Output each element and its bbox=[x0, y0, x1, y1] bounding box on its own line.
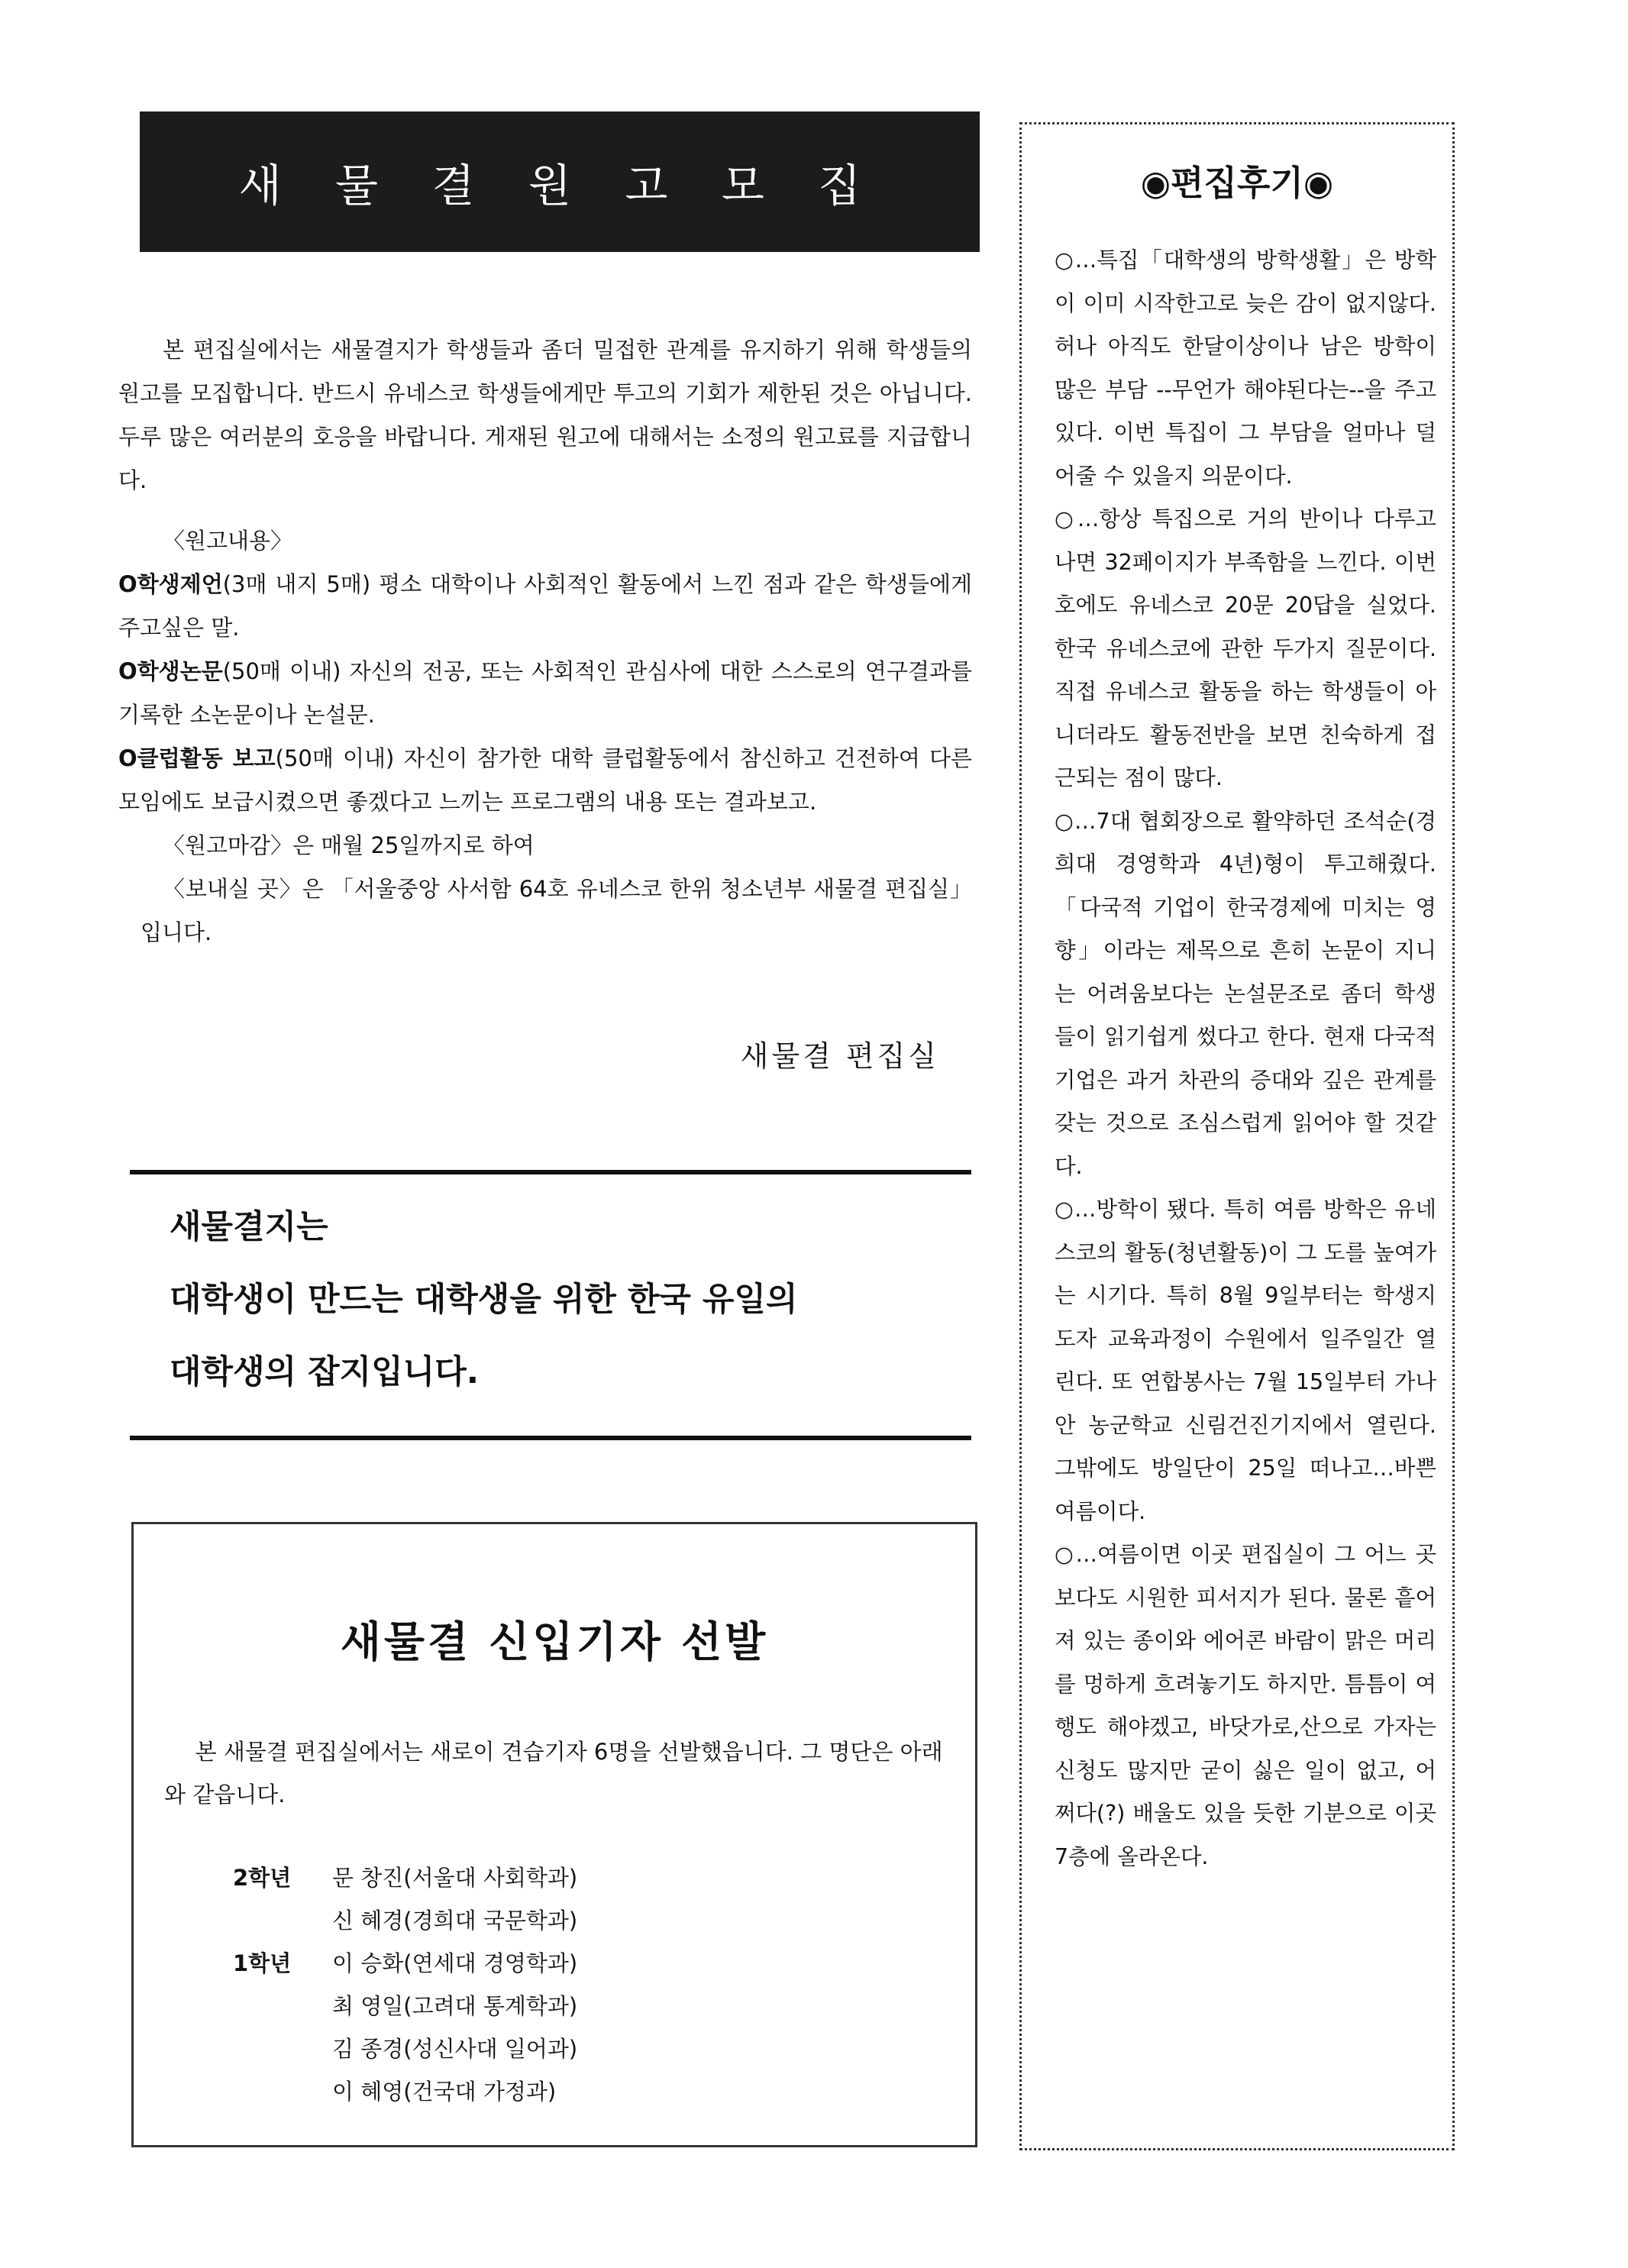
address-text: 〈보내실 곳〉은 「서울중앙 사서함 64호 유네스코 한위 청소년부 새물결 편집실」입니다. bbox=[141, 876, 972, 945]
roster-grade bbox=[233, 2070, 332, 2113]
editor-notes-title: ◉편집후기◉ bbox=[1140, 163, 1334, 203]
roster-grade bbox=[233, 1985, 332, 2027]
editor-note-paragraph: ○…방학이 됐다. 특히 여름 방학은 유네스코의 활동(청년활동)이 그 도를 높여가는 시기다. 특히 8월 9일부터는 학생지도자 교육과정이 수원에서 일주일간 열린다. 또 연합봉사는 7월 15일부터 가나안 농군학교 신림건진기지에서 열린다. 그밖에도 방일단이 25일 떠나고…바쁜 여름이다. bbox=[1055, 1197, 1436, 1524]
roster-grade: 2학년 bbox=[233, 1865, 292, 1891]
slogan-line: 대학생이 만드는 대학생을 위한 한국 유일의 bbox=[170, 1281, 798, 1319]
roster-entry: 이 혜영(건국대 가정과) bbox=[332, 2079, 557, 2105]
recruitment-details bbox=[118, 519, 972, 955]
editor-notes-body bbox=[1055, 239, 1436, 1879]
recruitment-signature: 새물결 편집실 bbox=[740, 1039, 939, 1073]
content-item-text: (3매 내지 5매) 평소 대학이나 사회적인 활동에서 느낀 점과 같은 학생들에게 주고싶은 말. bbox=[118, 571, 972, 641]
content-heading: 〈원고내용〉 bbox=[163, 528, 293, 554]
slogan-line: 새물결지는 bbox=[170, 1208, 328, 1246]
roster-row bbox=[233, 2070, 844, 2113]
content-item-label: O학생제언 bbox=[118, 571, 223, 597]
roster-row bbox=[233, 2027, 844, 2070]
roster-entry: 김 종경(성신사대 일어과) bbox=[332, 2036, 578, 2062]
roster-entry: 최 영일(고려대 통계학과) bbox=[332, 1993, 578, 2019]
reporters-intro: 본 새물결 편집실에서는 새로이 견습기자 6명을 선발했읍니다. 그 명단은 아래와 같읍니다. bbox=[164, 1739, 943, 1808]
recruitment-intro-block bbox=[118, 328, 972, 502]
editor-notes-column bbox=[1019, 122, 1455, 2150]
recruitment-banner bbox=[140, 111, 980, 252]
roster-grade bbox=[233, 2027, 332, 2070]
roster-grade: 1학년 bbox=[233, 1950, 292, 1976]
divider-top bbox=[130, 1170, 971, 1174]
divider-bottom bbox=[130, 1436, 971, 1440]
reporters-roster bbox=[233, 1856, 844, 2113]
editor-note-paragraph: ○…항상 특집으로 거의 반이나 다루고 나면 32페이지가 부족함을 느낀다. 이번호에도 유네스코 20문 20답을 실었다. 한국 유네스코에 관한 두가지 질문이다. 직접 유네스코 활동을 하는 학생들이 아니더라도 활동전반을 보면 친숙하게 접근되는 점이 많다. bbox=[1055, 506, 1436, 790]
content-item-text: (50매 이내) 자신이 참가한 대학 클럽활동에서 참신하고 건전하여 다른 모임에도 보급시켰으면 좋겠다고 느끼는 프로그램의 내용 또는 결과보고. bbox=[118, 745, 972, 815]
reporters-intro-block bbox=[164, 1730, 943, 1816]
recruitment-intro: 본 편집실에서는 새물결지가 학생들과 좀더 밀접한 관계를 유지하기 위해 학생들의 원고를 모집합니다. 반드시 유네스코 학생들에게만 투고의 기회가 제한된 것은 아닙니다. 두루 많은 여러분의 호응을 바랍니다. 게재된 원고에 대해서는 소정의 원고료를 지급합니다. bbox=[118, 337, 972, 493]
editor-note-paragraph: ○…7대 협회장으로 활약하던 조석순(경희대 경영학과 4년)형이 투고해줬다.「다국적 기업이 한국경제에 미치는 영향」이라는 제목으로 흔히 논문이 지니는 어려움보다는 논설문조로 좀더 학생들이 읽기쉽게 썼다고 한다. 현재 다국적기업은 과거 차관의 증대와 깊은 관계를 갖는 것으로 조심스럽게 읽어야 할 것같다. bbox=[1055, 808, 1436, 1179]
slogan-block bbox=[170, 1191, 979, 1409]
roster-grade bbox=[233, 1899, 332, 1942]
slogan-line: 대학생의 잡지입니다. bbox=[170, 1353, 480, 1391]
roster-row bbox=[233, 1856, 844, 1899]
content-item bbox=[118, 737, 972, 824]
roster-row bbox=[233, 1942, 844, 1985]
reporters-title: 새물결 신입기자 선발 bbox=[340, 1617, 769, 1666]
editor-note-paragraph: ○…특집「대학생의 방학생활」은 방학이 이미 시작한고로 늦은 감이 없지않다. 허나 아직도 한달이상이나 남은 방학이 많은 부담 --무언가 해야된다는--을 주고있다. 이번 특집이 그 부담을 얼마나 덜어줄 수 있을지 의문이다. bbox=[1055, 247, 1436, 489]
deadline-text: 〈원고마감〉은 매월 25일까지로 하여 bbox=[163, 832, 535, 858]
roster-entry: 문 창진(서울대 사회학과) bbox=[332, 1865, 578, 1891]
content-item bbox=[118, 563, 972, 650]
content-item-text: (50매 이내) 자신의 전공, 또는 사회적인 관심사에 대한 스스로의 연구결과를 기록한 소논문이나 논설문. bbox=[118, 658, 972, 728]
reporters-box bbox=[131, 1522, 977, 2147]
content-item-label: O학생논문 bbox=[118, 658, 223, 684]
roster-entry: 신 혜경(경희대 국문학과) bbox=[332, 1908, 578, 1934]
roster-row bbox=[233, 1985, 844, 2027]
content-item bbox=[118, 650, 972, 737]
roster-row bbox=[233, 1899, 844, 1942]
editor-note-paragraph: ○…여름이면 이곳 편집실이 그 어느 곳보다도 시원한 피서지가 된다. 물론 흩어져 있는 종이와 에어콘 바람이 맑은 머리를 멍하게 흐려놓기도 하지만. 틈틈이 여행도 해야겠고, 바닷가로,산으로 가자는 신청도 많지만 굳이 싫은 일이 없고, 어쩌다(?) 배울도 있을 듯한 기분으로 이곳 7층에 올라온다. bbox=[1055, 1542, 1436, 1869]
recruitment-title: 새 물 결 원 고 모 집 bbox=[238, 160, 881, 212]
content-item-label: O클럽활동 보고 bbox=[118, 745, 276, 771]
roster-entry: 이 승화(연세대 경영학과) bbox=[332, 1950, 578, 1976]
